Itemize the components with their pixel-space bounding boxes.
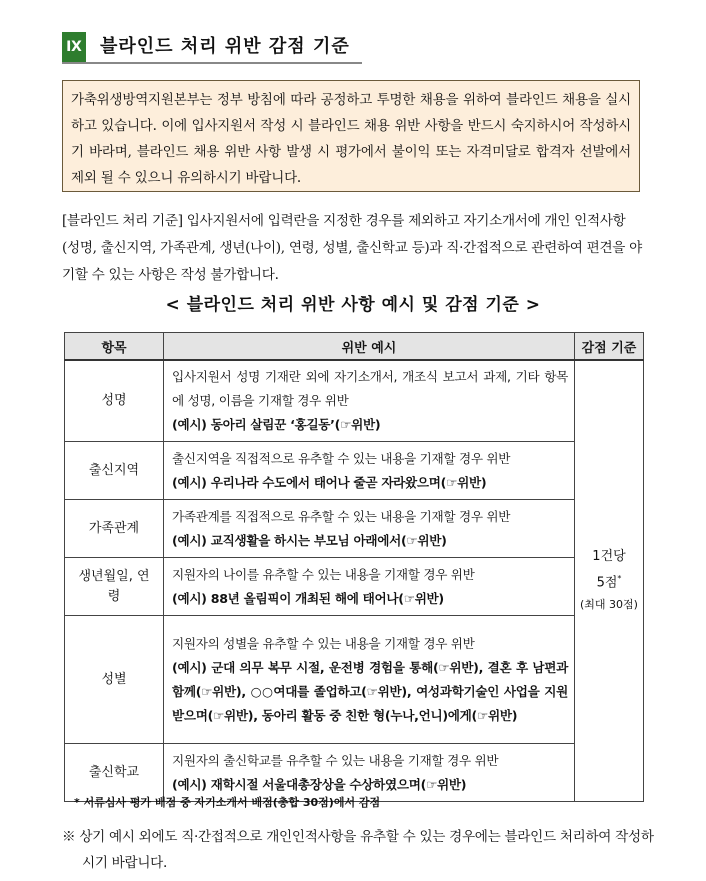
section-number-badge: Ⅸ [62,32,86,62]
violation-example: (예시) 교직생활을 하시는 부모님 아래에서(☞위반) [172,532,447,548]
example-cell [164,558,575,616]
item-cell: 성별 [65,616,164,744]
table-row [65,500,644,558]
item-cell: 가족관계 [65,500,164,558]
notice-box: 가축위생방역지원본부는 정부 방침에 따라 공정하고 투명한 채용을 위하여 블라인드 채용을 실시하고 있습니다. 이에 입사지원서 작성 시 블라인드 채용 위반 사항을 반드시 숙지하시어 작성하시기 바라며, 블라인드 채용 위반 사항 발생 시 평가에서 불이익 또는 자격미달로 합격자 선발에서 제외 될 수 있으니 유의하시기 바랍니다. [62,80,640,192]
violation-description: 지원자의 나이를 유추할 수 있는 내용을 기재할 경우 위반 [172,566,475,582]
deduction-footnote-mark: * [617,573,622,583]
section-title: 블라인드 처리 위반 감점 기준 [100,36,350,57]
blind-rule-paragraph: [블라인드 처리 기준] 입사지원서에 입력란을 지정한 경우를 제외하고 자기소개서에 개인 인적사항(성명, 출신지역, 가족관계, 생년(나이), 연령, 성별, 출신학교 등)과 직·간접적으로 관련하여 편견을 야기할 수 있는 사항은 작성 불가합니다. [62,213,642,283]
violation-example: (예시) 군대 의무 복무 시절, 운전병 경험을 통해(☞위반), 결혼 후 남편과 함께(☞위반), ○○여대를 졸업하고(☞위반), 여성과학기술인 사업을 지원받으며(☞위반), 동아리 활동 중 친한 형(누나,언니)에게(☞위반) [172,659,568,723]
violation-example: (예시) 88년 올림픽이 개최된 해에 태어나(☞위반) [172,590,444,606]
deduction-points: 5점 [596,575,618,591]
example-cell [164,442,575,500]
deduction-per-case: 1건당 [592,548,626,564]
section-header [62,30,362,64]
violation-example: (예시) 동아리 살림꾼 ‘홍길동’(☞위반) [172,417,381,432]
header-item: 항목 [65,333,164,361]
table-title: < 블라인드 처리 위반 사항 예시 및 감점 기준 > [165,295,541,315]
violation-description: 가족관계를 직접적으로 유추할 수 있는 내용을 기재할 경우 위반 [172,508,511,524]
item-cell: 성명 [65,360,164,442]
table-row [65,558,644,616]
violation-description: 지원자의 출신학교를 유추할 수 있는 내용을 기재할 경우 위반 [172,752,499,768]
example-cell [164,744,575,802]
violation-description: 지원자의 성별을 유추할 수 있는 내용을 기재할 경우 위반 [172,635,475,651]
example-cell [164,616,575,744]
example-cell [164,500,575,558]
violation-example: (예시) 우리나라 수도에서 태어나 줄곧 자라왔으며(☞위반) [172,474,487,490]
table-row [65,442,644,500]
deduction-max: (최대 30점) [580,598,638,612]
violation-description: 출신지역을 직접적으로 유추할 수 있는 내용을 기재할 경우 위반 [172,450,511,466]
section-underline [62,62,362,64]
item-cell: 생년월일, 연령 [65,558,164,616]
table-header-row [65,333,644,361]
table-row [65,744,644,802]
violation-table [64,332,644,802]
closing-note: ※ 상기 예시 외에도 직·간접적으로 개인인적사항을 유추할 수 있는 경우에는 블라인드 처리하여 작성하시기 바랍니다. [62,829,654,871]
violation-example: (예시) 재학시절 서울대총장상을 수상하였으며(☞위반) [172,776,467,792]
header-deduction: 감점 기준 [575,333,644,361]
table-row [65,616,644,744]
example-cell [164,360,575,442]
item-cell: 출신학교 [65,744,164,802]
table-footnote: * 서류심사 평가 배점 중 자기소개서 배점(총합 30점)에서 감점 [74,796,381,809]
deduction-cell [575,360,644,802]
header-example: 위반 예시 [164,333,575,361]
item-cell: 출신지역 [65,442,164,500]
violation-description: 입사지원서 성명 기재란 외에 자기소개서, 개조식 보고서 과제, 기타 항목에 성명, 이름을 기재할 경우 위반 [172,369,568,408]
table-row [65,360,644,442]
